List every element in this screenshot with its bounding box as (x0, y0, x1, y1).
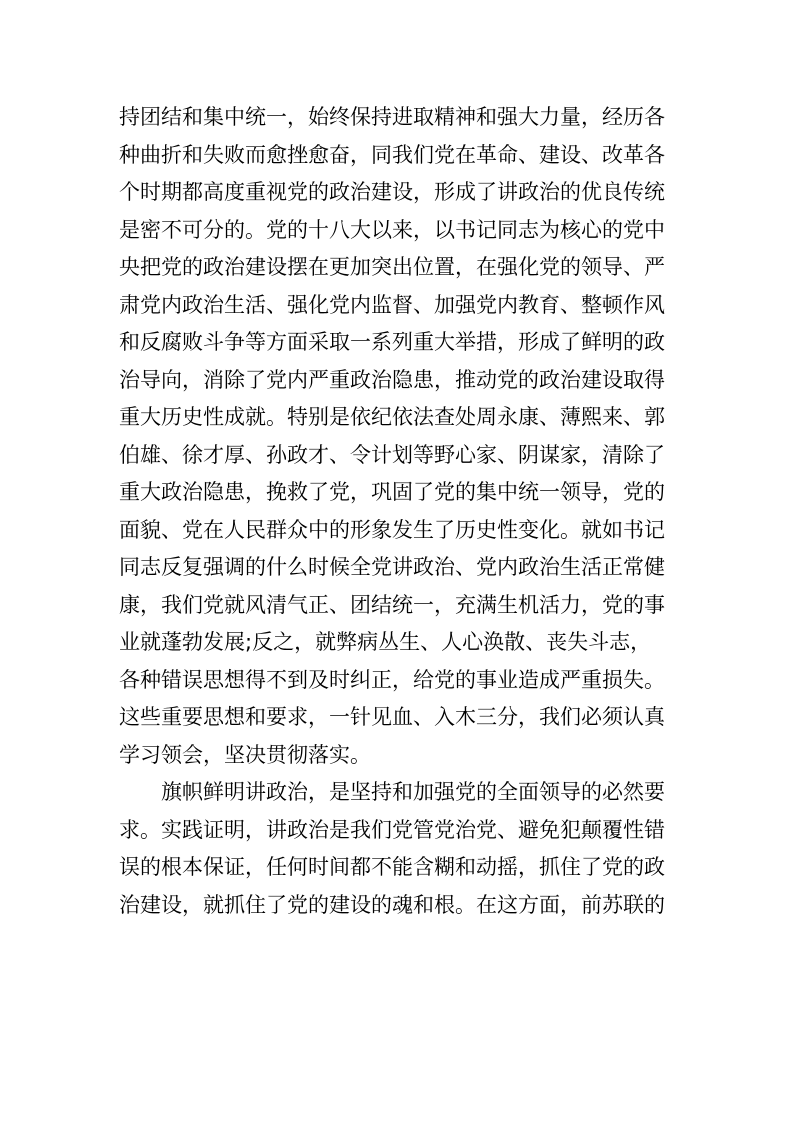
text-line: 治建设，就抓住了党的建设的魂和根。在这方面，前苏联的 (119, 892, 665, 917)
text-line: 重大历史性成就。特别是依纪依法查处周永康、薄熙来、郭 (119, 405, 665, 429)
text-line: 是密不可分的。党的十八大以来，以书记同志为核心的党中 (119, 217, 665, 242)
text-line: 持团结和集中统一，始终保持进取精神和强大力量，经历各 (119, 105, 665, 129)
text-line: 误的根本保证，任何时间都不能含糊和动摇，抓住了党的政 (119, 855, 665, 879)
body-text (119, 99, 679, 924)
text-line: 重大政治隐患，挽救了党，巩固了党的集中统一领导，党的 (119, 480, 665, 504)
text-line: 同志反复强调的什么时候全党讲政治、党内政治生活正常健 (119, 555, 665, 579)
text-line: 伯雄、徐才厚、孙政才、令计划等野心家、阴谋家，清除了 (119, 442, 665, 467)
text-line: 学习领会，坚决贯彻落实。 (119, 742, 371, 767)
paragraph-first-line: 旗帜鲜明讲政治，是坚持和加强党的全面领导的必然要 (161, 780, 665, 804)
text-line: 治导向，消除了党内严重政治隐患，推动党的政治建设取得 (119, 367, 665, 392)
text-line: 肃党内政治生活、强化党内监督、加强党内教育、整顿作风 (119, 292, 665, 317)
text-line: 和反腐败斗争等方面采取一系列重大举措，形成了鲜明的政 (119, 330, 665, 354)
text-line: 业就蓬勃发展;反之，就弊病丛生、人心涣散、丧失斗志， (119, 630, 652, 654)
text-line: 面貌、党在人民群众中的形象发生了历史性变化。就如书记 (119, 517, 665, 542)
text-line: 这些重要思想和要求，一针见血、入木三分，我们必须认真 (119, 705, 665, 729)
text-line: 康，我们党就风清气正、团结统一，充满生机活力，党的事 (119, 592, 665, 617)
text-line: 各种错误思想得不到及时纠正，给党的事业造成严重损失。 (119, 667, 665, 692)
text-line: 种曲折和失败而愈挫愈奋，同我们党在革命、建设、改革各 (119, 142, 665, 167)
text-line: 求。实践证明，讲政治是我们党管党治党、避免犯颠覆性错 (119, 817, 665, 842)
text-line: 个时期都高度重视党的政治建设，形成了讲政治的优良传统 (119, 180, 665, 204)
text-line: 央把党的政治建设摆在更加突出位置，在强化党的领导、严 (119, 255, 665, 279)
